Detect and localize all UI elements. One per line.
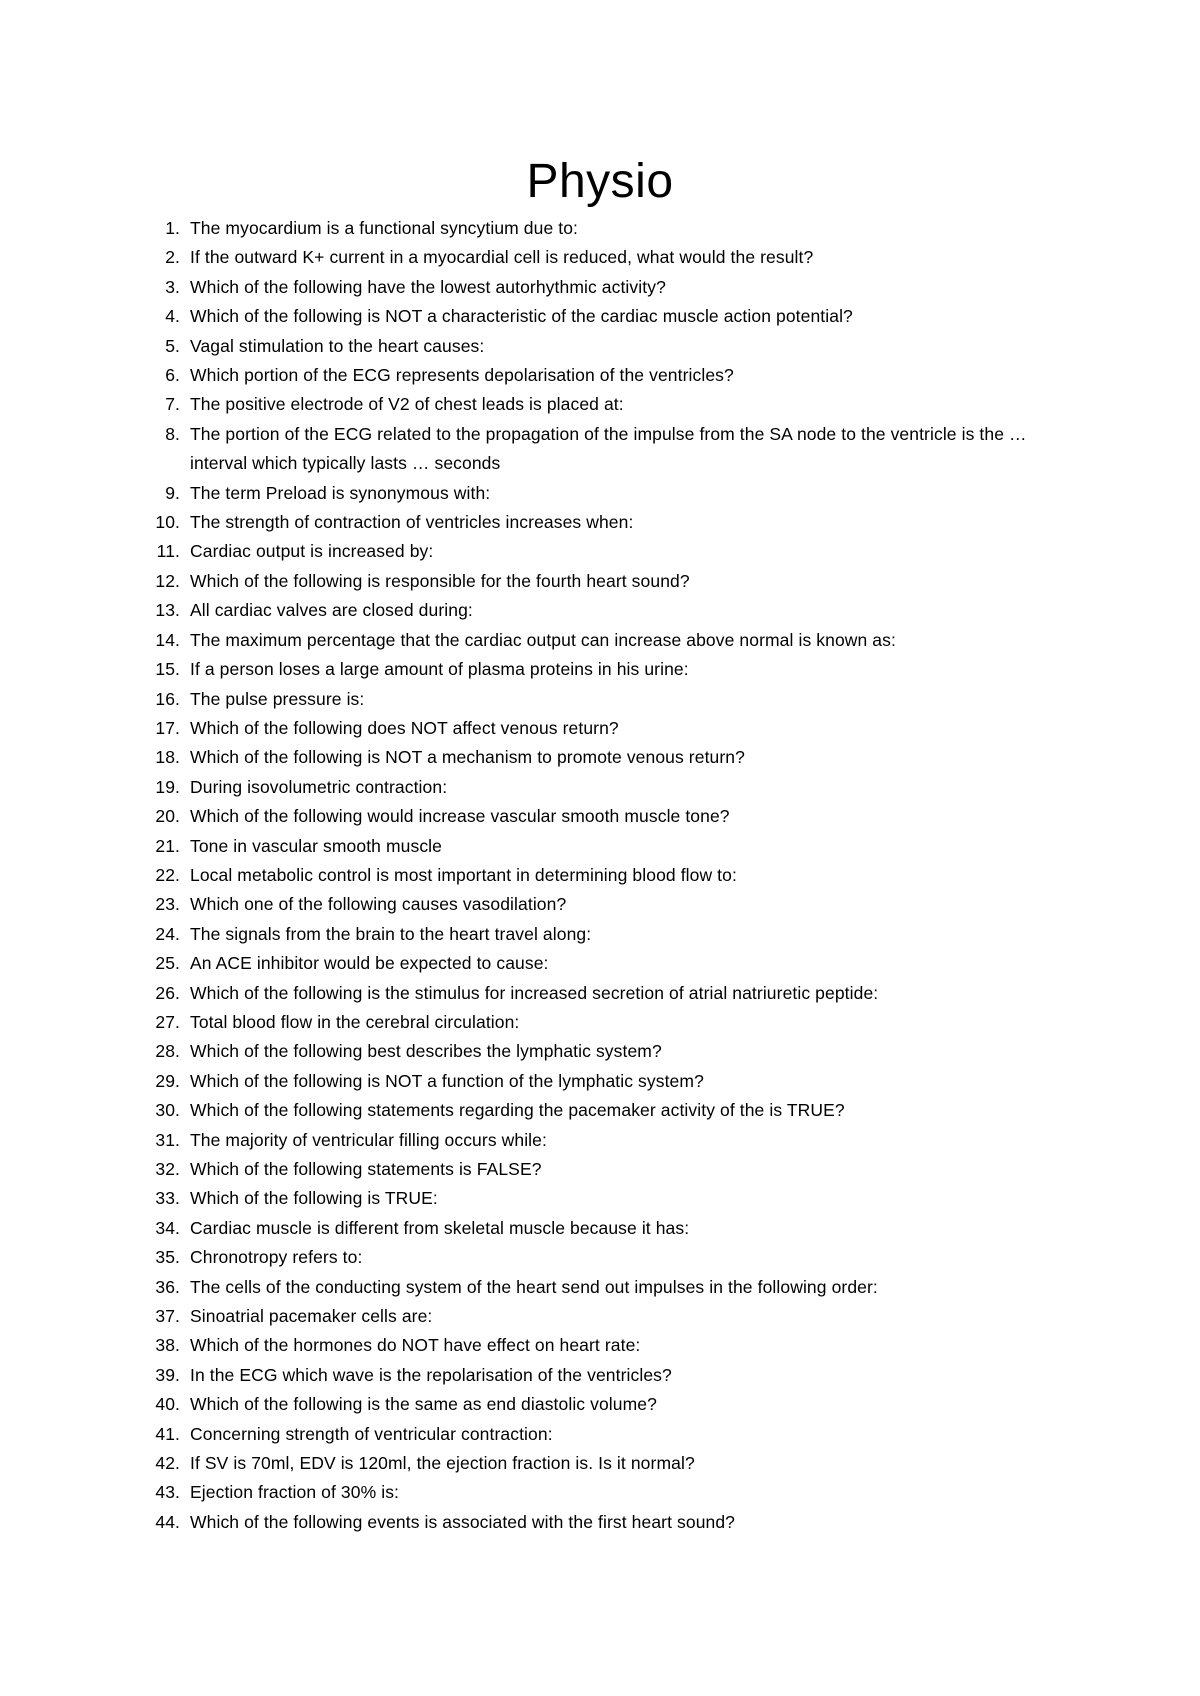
question-text: Which of the following statements regarding the pacemaker activity of the is TRUE? xyxy=(190,1100,845,1121)
question-item xyxy=(144,390,1084,419)
question-number: 8. xyxy=(165,423,180,444)
question-item xyxy=(144,1067,1084,1096)
question-item xyxy=(144,1126,1084,1155)
question-item xyxy=(144,273,1084,302)
question-number: 41. xyxy=(155,1423,180,1444)
question-item xyxy=(144,1390,1084,1419)
question-number: 2. xyxy=(165,247,180,268)
question-item xyxy=(144,1184,1084,1213)
question-number: 29. xyxy=(155,1070,180,1091)
question-text: Total blood flow in the cerebral circulation: xyxy=(190,1011,520,1032)
question-number: 9. xyxy=(165,482,180,503)
question-number: 23. xyxy=(155,894,180,915)
question-text: Which of the following events is associated with the first heart sound? xyxy=(190,1511,736,1532)
question-text: Which of the following is TRUE: xyxy=(190,1188,438,1209)
question-number: 36. xyxy=(155,1276,180,1297)
question-number: 24. xyxy=(155,923,180,944)
question-text: The positive electrode of V2 of chest leads is placed at: xyxy=(190,394,624,415)
question-number: 28. xyxy=(155,1041,180,1062)
question-number: 3. xyxy=(165,276,180,297)
question-item xyxy=(144,979,1084,1008)
question-item xyxy=(144,626,1084,655)
question-text: Cardiac muscle is different from skeletal muscle because it has: xyxy=(190,1217,690,1238)
question-item xyxy=(144,1243,1084,1272)
question-text: Which of the following is the same as end diastolic volume? xyxy=(190,1394,657,1415)
question-text: Which of the following does NOT affect venous return? xyxy=(190,717,619,738)
question-number: 13. xyxy=(155,600,180,621)
question-item xyxy=(144,214,1084,243)
question-text: Which of the following best describes the lymphatic system? xyxy=(190,1041,662,1062)
question-item xyxy=(144,685,1084,714)
question-list xyxy=(144,214,1084,1537)
question-number: 37. xyxy=(155,1306,180,1327)
question-item xyxy=(144,596,1084,625)
question-text: Which one of the following causes vasodilation? xyxy=(190,894,567,915)
question-number: 1. xyxy=(165,218,180,238)
question-text: During isovolumetric contraction: xyxy=(190,776,448,797)
question-number: 32. xyxy=(155,1159,180,1179)
question-item xyxy=(144,1449,1084,1478)
question-number: 34. xyxy=(155,1217,180,1238)
question-item xyxy=(144,1096,1084,1125)
question-text: Which of the following have the lowest autorhythmic activity? xyxy=(190,276,666,297)
question-text: If the outward K+ current in a myocardial cell is reduced, what would the result? xyxy=(190,247,814,268)
question-item xyxy=(144,508,1084,537)
question-item xyxy=(144,1037,1084,1066)
question-number: 5. xyxy=(165,335,180,356)
question-number: 10. xyxy=(155,512,180,533)
question-item xyxy=(144,1214,1084,1243)
question-text: The maximum percentage that the cardiac output can increase above normal is known as: xyxy=(190,629,896,650)
question-text: Which of the following would increase vascular smooth muscle tone? xyxy=(190,806,730,827)
question-text: Which of the following is NOT a characteristic of the cardiac muscle action potential? xyxy=(190,306,853,327)
question-number: 4. xyxy=(165,306,180,327)
question-number: 16. xyxy=(155,688,180,709)
question-text: Which of the following is NOT a mechanism to promote venous return? xyxy=(190,747,745,768)
question-text: Tone in vascular smooth muscle xyxy=(190,835,442,856)
question-number: 19. xyxy=(155,776,180,797)
question-text: Local metabolic control is most important in determining blood flow to: xyxy=(190,864,737,885)
question-text: If a person loses a large amount of plasma proteins in his urine: xyxy=(190,659,689,680)
question-text: Chronotropy refers to: xyxy=(190,1247,363,1268)
question-text: The portion of the ECG related to the propagation of the impulse from the SA node to the ventricle is the … interval which typically lasts … seconds xyxy=(190,423,1027,474)
question-text: The term Preload is synonymous with: xyxy=(190,482,491,503)
question-item xyxy=(144,332,1084,361)
question-number: 26. xyxy=(155,982,180,1003)
question-item xyxy=(144,537,1084,566)
question-item xyxy=(144,714,1084,743)
question-number: 21. xyxy=(155,835,180,856)
question-number: 12. xyxy=(155,570,180,591)
question-number: 20. xyxy=(155,806,180,827)
question-item xyxy=(144,1302,1084,1331)
question-number: 17. xyxy=(155,717,180,738)
question-text: The majority of ventricular filling occurs while: xyxy=(190,1129,547,1150)
question-number: 38. xyxy=(155,1335,180,1356)
question-item xyxy=(144,802,1084,831)
question-item xyxy=(144,1331,1084,1360)
question-number: 14. xyxy=(155,629,180,650)
question-item xyxy=(144,302,1084,331)
question-number: 6. xyxy=(165,365,180,386)
question-item xyxy=(144,361,1084,390)
question-text: In the ECG which wave is the repolarisation of the ventricles? xyxy=(190,1364,672,1385)
question-number: 31. xyxy=(155,1129,180,1150)
question-number: 25. xyxy=(155,953,180,974)
question-number: 35. xyxy=(155,1247,180,1268)
question-number: 39. xyxy=(155,1364,180,1385)
question-number: 43. xyxy=(155,1482,180,1503)
question-number: 30. xyxy=(155,1100,180,1121)
question-number: 27. xyxy=(155,1011,180,1032)
question-text: Which portion of the ECG represents depolarisation of the ventricles? xyxy=(190,365,734,386)
question-number: 11. xyxy=(156,541,180,562)
question-item xyxy=(144,1155,1084,1184)
question-text: Cardiac output is increased by: xyxy=(190,541,434,562)
question-number: 42. xyxy=(155,1453,180,1474)
question-number: 44. xyxy=(155,1511,180,1532)
question-item xyxy=(144,949,1084,978)
question-item xyxy=(144,1508,1084,1537)
question-item xyxy=(144,655,1084,684)
question-item xyxy=(144,567,1084,596)
question-text: Ejection fraction of 30% is: xyxy=(190,1482,400,1503)
question-item xyxy=(144,479,1084,508)
question-item xyxy=(144,920,1084,949)
question-number: 15. xyxy=(155,659,180,680)
question-text: Which of the following is responsible for the fourth heart sound? xyxy=(190,570,690,591)
document-title: Physio xyxy=(526,155,674,208)
question-text: Which of the hormones do NOT have effect on heart rate: xyxy=(190,1335,641,1356)
question-text: The strength of contraction of ventricles increases when: xyxy=(190,512,634,533)
question-text: Which of the following is NOT a function of the lymphatic system? xyxy=(190,1070,704,1091)
question-item xyxy=(144,1420,1084,1449)
question-item xyxy=(144,861,1084,890)
question-text: The signals from the brain to the heart travel along: xyxy=(190,923,592,944)
question-number: 33. xyxy=(155,1188,180,1209)
question-text: If SV is 70ml, EDV is 120ml, the ejection fraction is. Is it normal? xyxy=(190,1453,695,1474)
question-item xyxy=(144,890,1084,919)
question-item xyxy=(144,1478,1084,1507)
question-item xyxy=(144,773,1084,802)
question-text: Concerning strength of ventricular contraction: xyxy=(190,1423,553,1444)
question-text: Sinoatrial pacemaker cells are: xyxy=(190,1306,433,1327)
question-item xyxy=(144,1273,1084,1302)
question-number: 22. xyxy=(155,864,180,885)
question-item xyxy=(144,420,1084,479)
question-text: All cardiac valves are closed during: xyxy=(190,600,473,621)
question-item xyxy=(144,1361,1084,1390)
question-item xyxy=(144,243,1084,272)
question-item xyxy=(144,743,1084,772)
question-number: 18. xyxy=(155,747,180,768)
question-text: Which of the following is the stimulus for increased secretion of atrial natriuretic peptide: xyxy=(190,982,879,1003)
question-text: Which of the following statements is FALSE? xyxy=(190,1159,542,1179)
question-text: The myocardium is a functional syncytium due to: xyxy=(190,218,579,238)
question-number: 40. xyxy=(155,1394,180,1415)
question-item xyxy=(144,1008,1084,1037)
question-text: The cells of the conducting system of the heart send out impulses in the following order: xyxy=(190,1276,878,1297)
question-text: The pulse pressure is: xyxy=(190,688,365,709)
question-text: Vagal stimulation to the heart causes: xyxy=(190,335,485,356)
question-number: 7. xyxy=(165,394,180,415)
question-item xyxy=(144,832,1084,861)
question-text: An ACE inhibitor would be expected to cause: xyxy=(190,953,549,974)
